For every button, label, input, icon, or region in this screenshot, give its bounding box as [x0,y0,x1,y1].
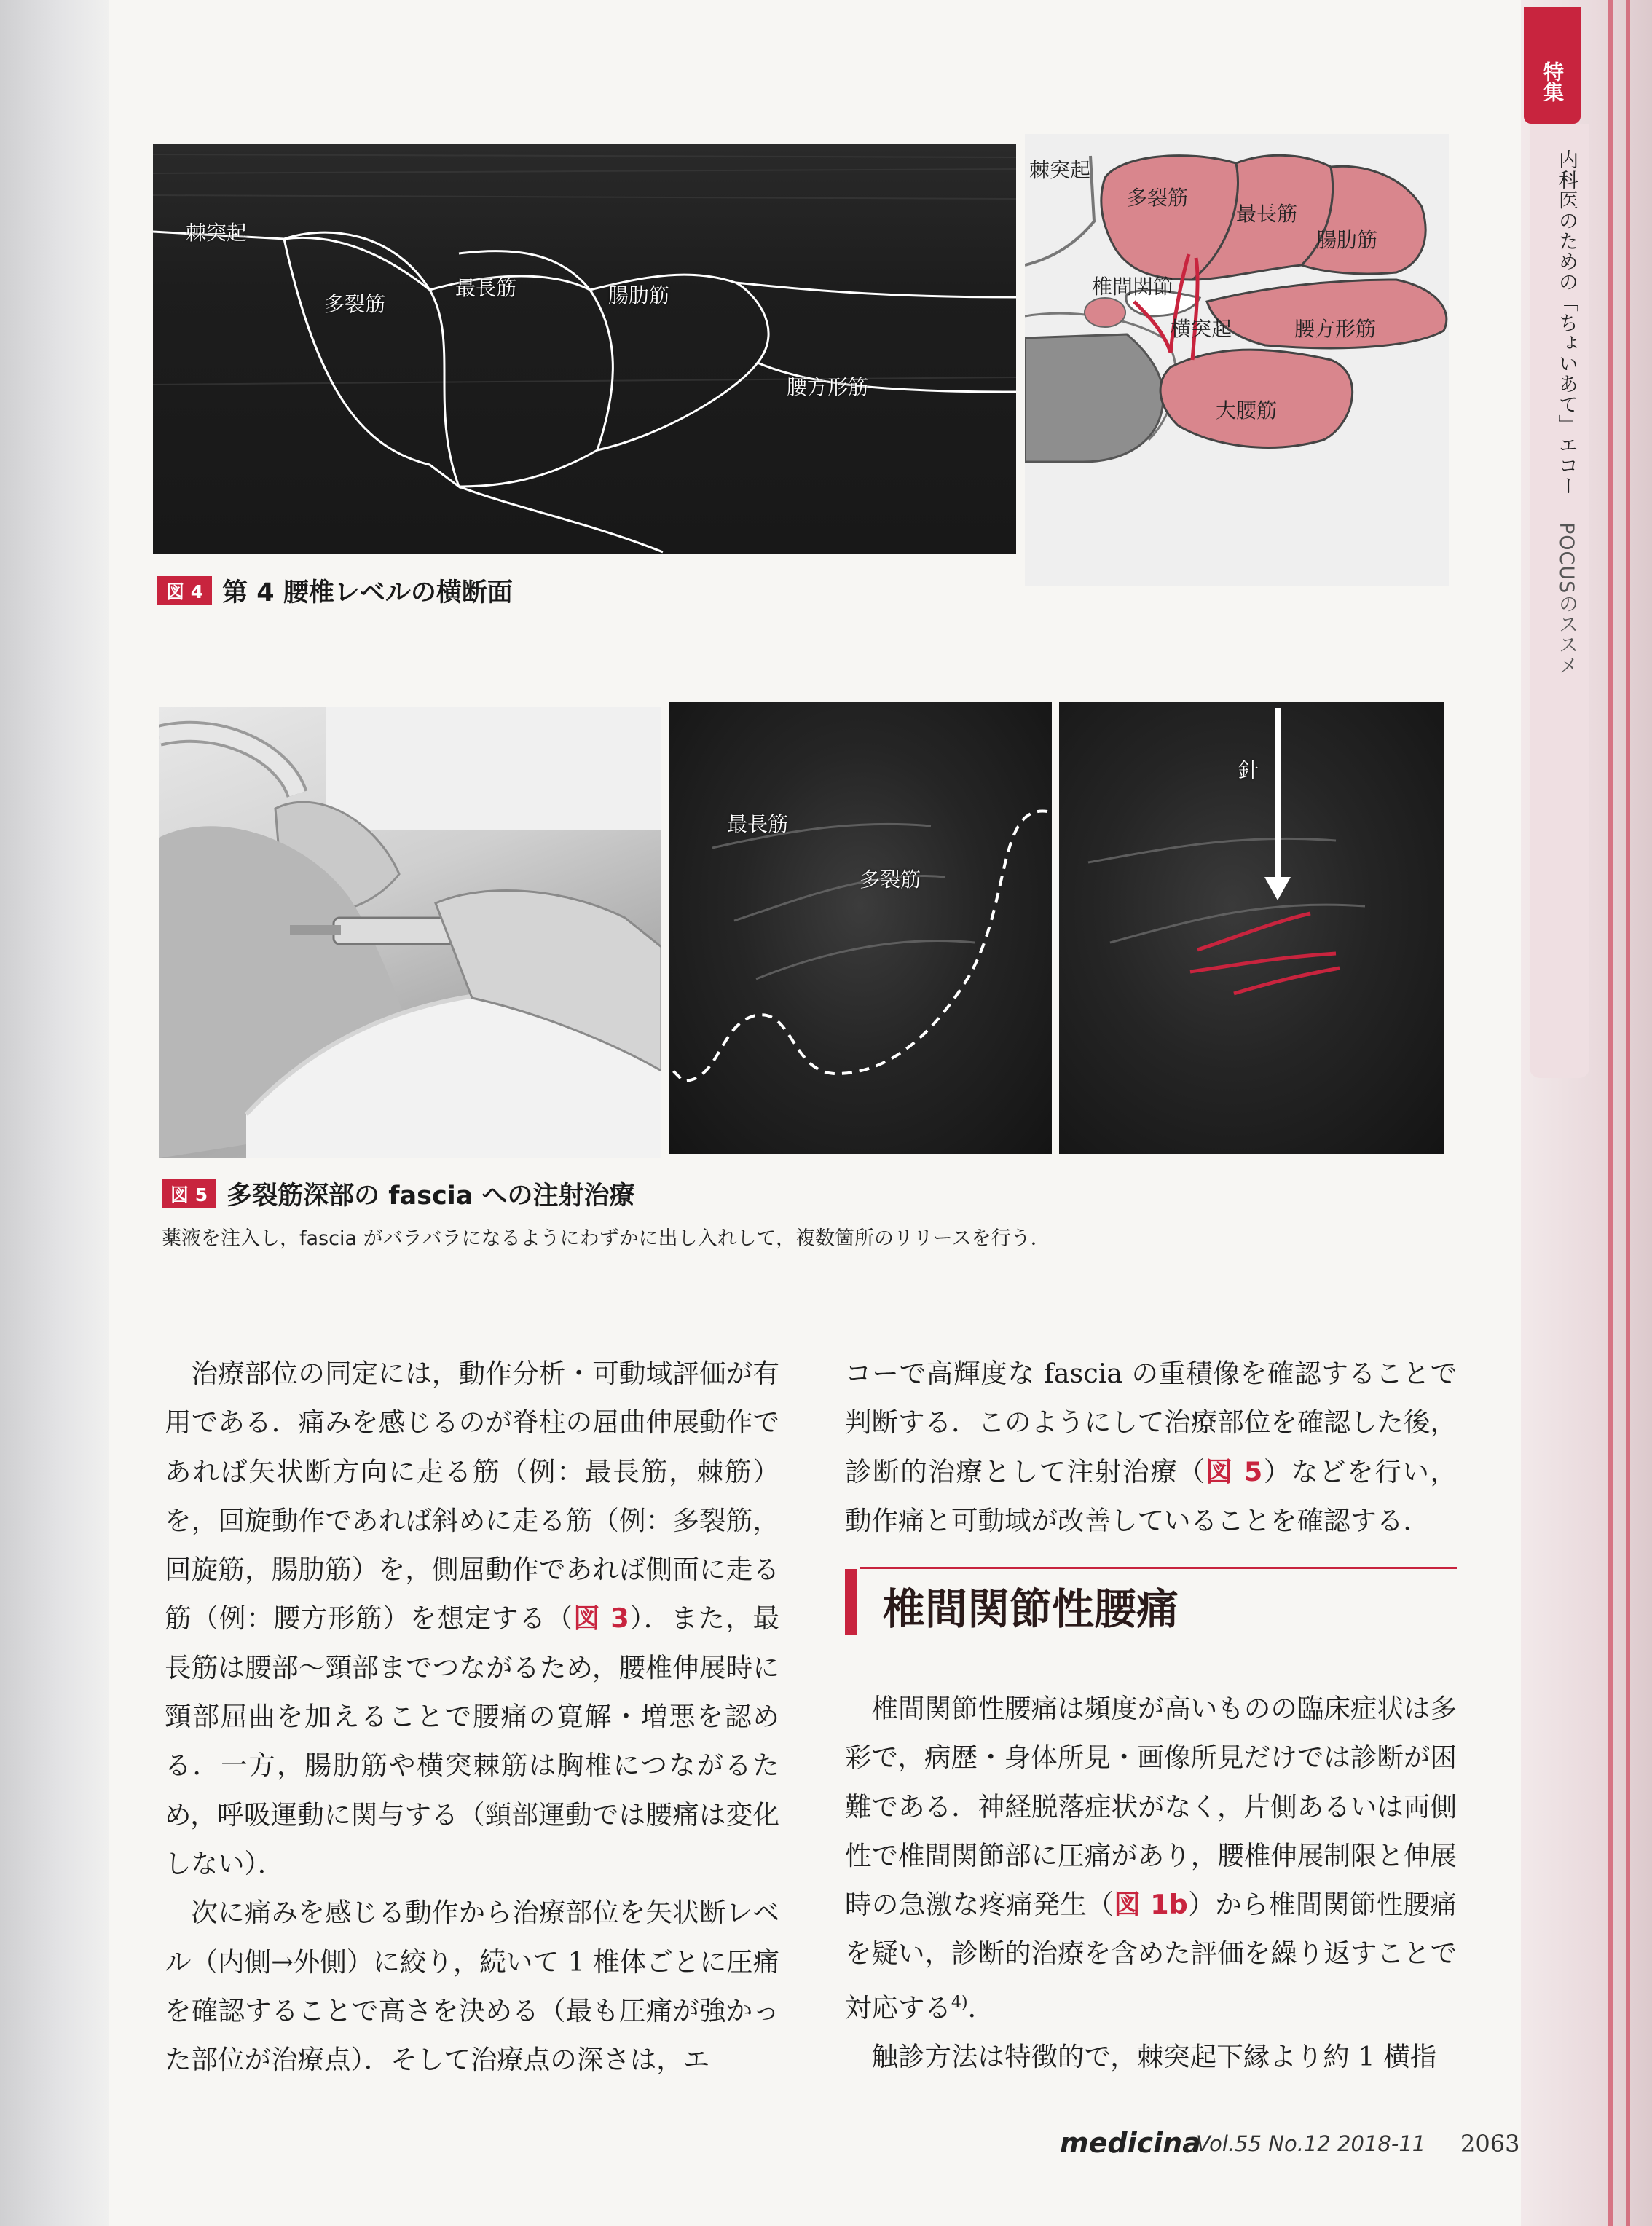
schema-label-spinous-process: 棘突起 [1029,158,1091,182]
schema-label-facet-joint: 椎間関節 [1092,275,1174,299]
ref-fig5[interactable]: 図 5 [1205,1455,1263,1487]
section-heading-bar [845,1569,857,1635]
us-label-multifidus: 多裂筋 [324,292,386,316]
figure5-description: 薬液を注入し，fascia がバラバラになるようにわずかに出し入れして，複数箇所のリリースを行う． [162,1227,1050,1250]
ref-fig1b[interactable]: 図 1b [1114,1889,1188,1921]
right-paragraph-2: 椎間関節性腰痛は頻度が高いものの臨床症状は多彩で，病歴・身体所見・画像所見だけでは診断が困難である．神経脱落症状がなく，片側あるいは両側性で椎間関節部に圧痛があり，腰椎伸展制限と伸展時の急激な疼痛発生（図 1b）から椎間関節性腰痛を疑い，診断的治療を含めた評価を繰り返すことで対応する$^{4)}$． [845,1693,1458,2024]
page-edge-line [1608,0,1613,2226]
section-heading-rule [860,1567,1457,1569]
left-column [165,1349,779,2084]
schema-label-multifidus: 多裂筋 [1127,186,1189,210]
right-paragraph-3: 触診方法は特徴的で，棘突起下縁より約 1 横指 [871,2041,1437,2073]
left-paragraph-2: 次に痛みを感じる動作から治療部位を矢状断レベル（内側→外側）に絞り，続いて 1 椎体ごとに圧痛を確認することで高さを決める（最も圧痛が強かった部位が治療点）．そして治療点の深さは，エ [165,1897,779,2076]
schema-label-longissimus: 最長筋 [1236,202,1298,226]
citation-4[interactable]: 4) [951,1993,968,2012]
section-heading-text: 椎間関節性腰痛 [883,1584,1179,1634]
figure5-mid-svg [669,702,1052,1154]
left-paragraph-1: 治療部位の同定には，動作分析・可動域評価が有用である．痛みを感じるのが脊柱の屈曲伸展動作であれば矢状断方向に走る筋（例：最長筋，棘筋）を，回旋動作であれば斜めに走る筋（例：多裂筋，回旋筋，腸肋筋）を，側屈動作であれば側面に走る筋（例：腰方形筋）を想定する（図 3）．また，最長筋は腰部〜頸部までつながるため，腰椎伸展時に頸部屈曲を加えることで腰痛の寛解・増悪を認める．一方，腸肋筋や横突棘筋は胸椎につながるため，呼吸運動に関与する（頸部運動では腰痛は変化しない）． [165,1358,780,1879]
right-column-bottom [845,1684,1457,2082]
journal-brand: medicina [1060,2127,1201,2159]
ref-fig3[interactable]: 図 3 [573,1602,629,1635]
series-subtitle: POCUSのススメ [1555,522,1578,675]
schema-label-quadratus-lumborum: 腰方形筋 [1294,317,1377,341]
section-heading [845,1565,1457,1639]
series-title-main: 内科医のための「ちょいあて」エコー [1555,149,1578,496]
right-column-top [845,1349,1457,1545]
us-label-longissimus-mid: 最長筋 [727,812,789,836]
book-gutter [0,0,109,2226]
figure5-ultrasound-right [1059,702,1444,1154]
figure4-title: 第 4 腰椎レベルの横断面 [222,578,513,607]
figure5-ultrasound-middle [669,702,1052,1154]
us-label-spinous-process: 棘突起 [186,221,248,245]
figure4-schema [1025,134,1449,586]
figure4-ultrasound [153,144,1016,554]
figure5-photo-svg [159,707,661,1158]
page-number: 2063 [1460,2130,1520,2158]
journal-issue: Vol.55 No.12 2018-11 [1196,2131,1426,2156]
figure5-number: 図 5 [162,1179,216,1208]
figure4-outline-svg [153,144,1016,554]
figure4-caption [157,573,513,609]
figure5-title: 多裂筋深部の fascia への注射治療 [227,1181,635,1211]
schema-label-iliocostalis: 腸肋筋 [1316,228,1378,252]
page-edge-line [1626,0,1630,2226]
us-label-iliocostalis: 腸肋筋 [608,283,670,307]
us-label-multifidus-mid: 多裂筋 [860,868,921,892]
right-paragraph-1: コーで高輝度な fascia の重積像を確認することで判断する．このようにして治療部位を確認した後，診断的治療として注射治療（図 5）などを行い，動作痛と可動域が改善していることを確認する． [845,1358,1458,1536]
needle-label: 針 [1238,758,1259,782]
figure5-photo [159,707,661,1158]
figure5-caption [162,1176,1444,1251]
us-label-quadratus-lumborum: 腰方形筋 [787,375,869,399]
schema-label-psoas: 大腰筋 [1216,398,1278,422]
schema-label-transverse-process: 横突起 [1171,317,1232,341]
figure4-number: 図 4 [157,576,212,605]
feature-tab: 特集 [1524,7,1581,124]
us-label-longissimus: 最長筋 [455,276,517,300]
series-title [1537,149,1581,1023]
